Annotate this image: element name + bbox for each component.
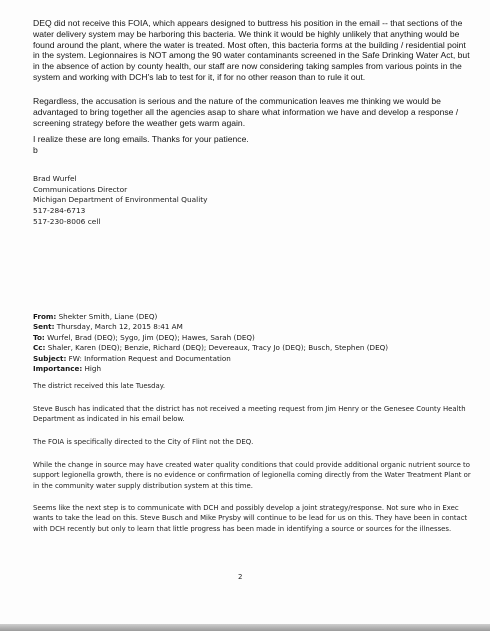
body-paragraph-4: While the change in source may have created water quality conditions that could provide additional organic nutrient source to support legionella growth, there is no evidence or confirmation of legionella coming directly from the Water Treatment Plant or in the community water supply distribution system at this time. <box>33 461 471 490</box>
page-number: 2 <box>238 573 243 581</box>
signature-name: Brad Wurfel <box>33 174 77 183</box>
paragraph-foia: DEQ did not receive this FOIA, which appears designed to buttress his position in the email -- that sections of the water delivery system may be harboring this bacteria. We think it would be highly unlikely that anything would be found around the plant, where the water is treated. Most often, this bacteria forms at the building / residential point in the system. Legionnaires is NOT among the 90 water contaminants screened in the Safe Drinking Water Act, but in the absence of action by county health, our staff are now considering taking samples from various points in the system and working with DCH's lab to test for it, if for no other reason than to rule it out. <box>33 18 470 82</box>
signature-title: Communications Director <box>33 184 128 194</box>
signature-block <box>33 174 333 228</box>
from-value: Shekter Smith, Liane (DEQ) <box>58 312 158 321</box>
scan-edge <box>0 624 490 631</box>
to-label: To: <box>33 332 45 342</box>
header-from <box>33 312 473 322</box>
cc-value: Shaler, Karen (DEQ); Benzie, Richard (DEQ); Devereaux, Tracy Jo (DEQ); Busch, Stephen (DEQ) <box>47 343 389 353</box>
to-value: Wurfel, Brad (DEQ); Sygo, Jim (DEQ); Hawes, Sarah (DEQ) <box>47 332 255 342</box>
sent-label: Sent: <box>33 322 55 332</box>
cc-label: Cc: <box>33 343 46 353</box>
importance-label: Importance: <box>33 364 83 374</box>
initial-b: b <box>33 145 38 155</box>
from-label: From: <box>33 312 57 321</box>
header-to <box>33 333 473 343</box>
body-paragraph-3: The FOIA is specifically directed to the City of Flint not the DEQ. <box>33 438 254 446</box>
signature-phone: 517-284-6713 <box>33 206 86 216</box>
paragraph-apology: I realize these are long emails. Thanks for your patience. <box>33 134 249 144</box>
header-subject <box>33 354 473 364</box>
header-sent <box>33 322 473 332</box>
body-paragraph-2: Steve Busch has indicated that the district has not received a meeting request from Jim Henry or the Genesee County Health Department as indicated in his email below. <box>33 405 466 424</box>
signature-cell: 517-230-8006 cell <box>33 216 101 226</box>
importance-value: High <box>84 364 102 374</box>
sent-value: Thursday, March 12, 2015 8:41 AM <box>56 322 183 332</box>
subject-label: Subject: <box>33 353 67 363</box>
body-paragraph-1: The district received this late Tuesday. <box>33 382 166 390</box>
email-header <box>33 312 473 374</box>
header-cc <box>33 343 473 353</box>
header-importance <box>33 364 473 374</box>
signature-org: Michigan Department of Environmental Quality <box>33 195 208 205</box>
subject-value: FW: Information Request and Documentation <box>68 353 231 363</box>
paragraph-regardless: Regardless, the accusation is serious and the nature of the communication leaves me thinking we would be advantaged to bring together all the agencies asap to share what information we have and develop a response / screening strategy before the weather gets warm again. <box>33 96 459 128</box>
body-paragraph-5: Seems like the next step is to communicate with DCH and possibly develop a joint strategy/response. Not sure who in Exec wants to take the lead on this. Steve Busch and Mike Prysby will continue to be lead for us on this. They have been in contact with DCH recently but only to learn that little progress has been made in identifying a source or sources for the illnesses. <box>33 504 468 533</box>
